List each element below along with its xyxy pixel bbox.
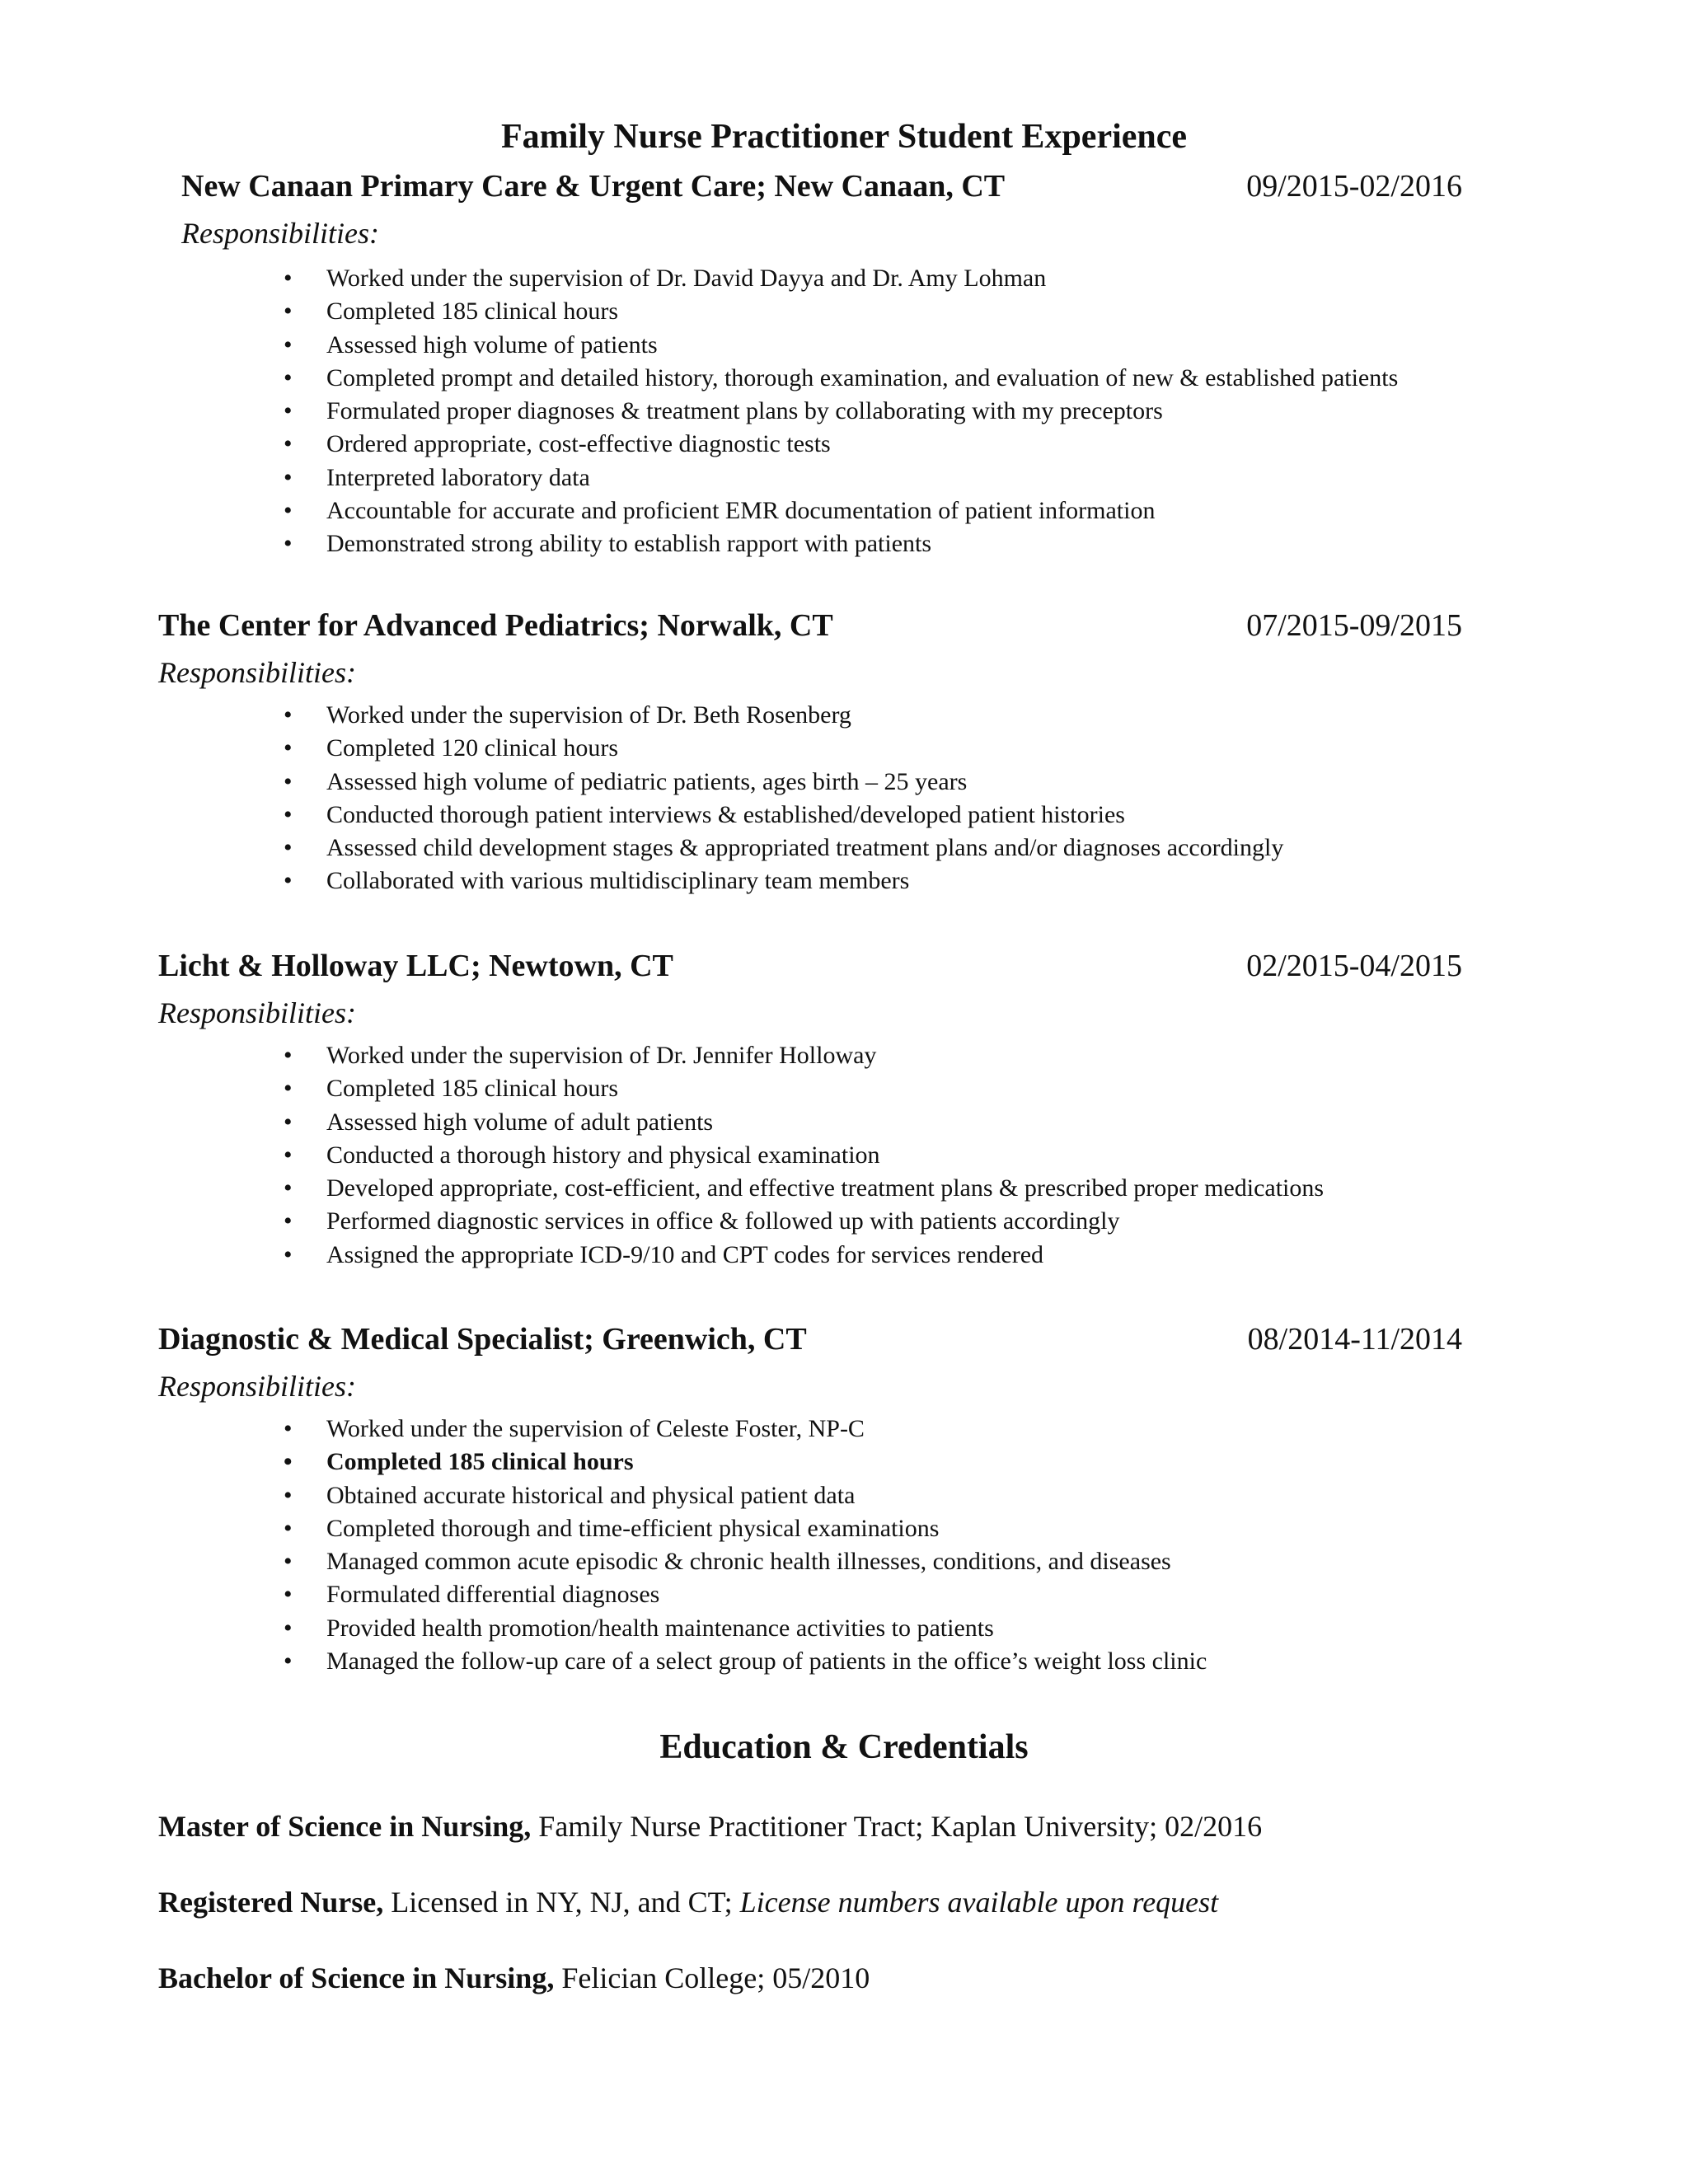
responsibilities-label: Responsibilities: [181, 217, 379, 250]
education-entry [158, 1885, 1218, 1919]
responsibility-item: • Collaborated with various multidisciplinary team members [326, 865, 1283, 898]
degree-name: Bachelor of Science in Nursing, [158, 1961, 555, 1994]
degree-detail: Family Nurse Practitioner Tract; Kaplan University; 02/2016 [531, 1810, 1263, 1843]
degree-detail: Licensed in NY, NJ, and CT; [383, 1886, 740, 1919]
responsibility-item: • Assessed child development stages & appropriated treatment plans and/or diagnoses accordingly [326, 832, 1283, 865]
education-entry [158, 1961, 870, 1995]
job-dates: 07/2015-09/2015 [1246, 608, 1462, 643]
responsibility-item: • Worked under the supervision of Dr. Beth Rosenberg [326, 699, 1283, 732]
responsibility-item: • Assessed high volume of patients [326, 329, 1398, 362]
job-title: Licht & Holloway LLC; Newtown, CT [158, 949, 673, 983]
responsibility-item: • Assessed high volume of pediatric patients, ages birth – 25 years [326, 766, 1283, 799]
responsibility-item: • Completed 185 clinical hours [326, 295, 1398, 328]
responsibility-item: • Demonstrated strong ability to establish rapport with patients [326, 527, 1398, 560]
responsibility-list [326, 699, 1283, 898]
responsibility-item: • Conducted a thorough history and physical examination [326, 1139, 1324, 1172]
responsibility-item: • Assessed high volume of adult patients [326, 1106, 1324, 1139]
responsibility-item: • Completed 185 clinical hours [326, 1072, 1324, 1105]
responsibility-item: • Formulated proper diagnoses & treatment plans by collaborating with my preceptors [326, 395, 1398, 428]
responsibility-item: • Worked under the supervision of Dr. David Dayya and Dr. Amy Lohman [326, 262, 1398, 295]
responsibilities-label: Responsibilities: [158, 656, 356, 689]
education-entry [158, 1809, 1262, 1844]
responsibility-item: • Accountable for accurate and proficient EMR documentation of patient information [326, 494, 1398, 527]
license-note: License numbers available upon request [739, 1886, 1219, 1919]
responsibility-item: • Formulated differential diagnoses [326, 1578, 1207, 1611]
job-title: Diagnostic & Medical Specialist; Greenwich, CT [158, 1322, 807, 1357]
responsibility-item: • Obtained accurate historical and physical patient data [326, 1479, 1207, 1512]
degree-name: Master of Science in Nursing, [158, 1810, 532, 1843]
responsibility-item: • Worked under the supervision of Celeste Foster, NP-C [326, 1413, 1207, 1446]
responsibility-item: • Provided health promotion/health maintenance activities to patients [326, 1612, 1207, 1645]
responsibility-item: • Completed 120 clinical hours [326, 732, 1283, 765]
responsibility-item: • Conducted thorough patient interviews & established/developed patient histories [326, 799, 1283, 832]
responsibility-item: • Completed 185 clinical hours [326, 1446, 1207, 1479]
experience-heading: Family Nurse Practitioner Student Experience [500, 118, 1188, 156]
responsibility-item: • Completed thorough and time-efficient physical examinations [326, 1512, 1207, 1545]
responsibility-item: • Performed diagnostic services in office & followed up with patients accordingly [326, 1205, 1324, 1238]
job-dates: 09/2015-02/2016 [1246, 169, 1462, 204]
degree-detail: Felician College; 05/2010 [554, 1961, 870, 1994]
responsibilities-label: Responsibilities: [158, 1370, 356, 1403]
responsibility-item: • Ordered appropriate, cost-effective diagnostic tests [326, 428, 1398, 461]
responsibility-item: • Managed common acute episodic & chronic health illnesses, conditions, and diseases [326, 1545, 1207, 1578]
responsibility-item: • Assigned the appropriate ICD-9/10 and CPT codes for services rendered [326, 1239, 1324, 1272]
responsibility-list [326, 262, 1398, 561]
responsibility-item: • Worked under the supervision of Dr. Jennifer Holloway [326, 1039, 1324, 1072]
job-title: The Center for Advanced Pediatrics; Norwalk, CT [158, 608, 833, 643]
job-dates: 08/2014-11/2014 [1247, 1322, 1462, 1357]
responsibility-list [326, 1039, 1324, 1272]
degree-name: Registered Nurse, [158, 1886, 384, 1919]
responsibility-item: • Managed the follow-up care of a select group of patients in the office’s weight loss clinic [326, 1645, 1207, 1678]
job-title: New Canaan Primary Care & Urgent Care; New Canaan, CT [181, 169, 1006, 204]
responsibility-item: • Developed appropriate, cost-efficient, and effective treatment plans & prescribed proper medications [326, 1172, 1324, 1205]
responsibility-item: • Interpreted laboratory data [326, 462, 1398, 494]
responsibilities-label: Responsibilities: [158, 996, 356, 1029]
responsibility-list [326, 1413, 1207, 1678]
education-heading: Education & Credentials [659, 1728, 1029, 1766]
job-dates: 02/2015-04/2015 [1246, 949, 1462, 983]
responsibility-item: • Completed prompt and detailed history, thorough examination, and evaluation of new & established patients [326, 362, 1398, 395]
